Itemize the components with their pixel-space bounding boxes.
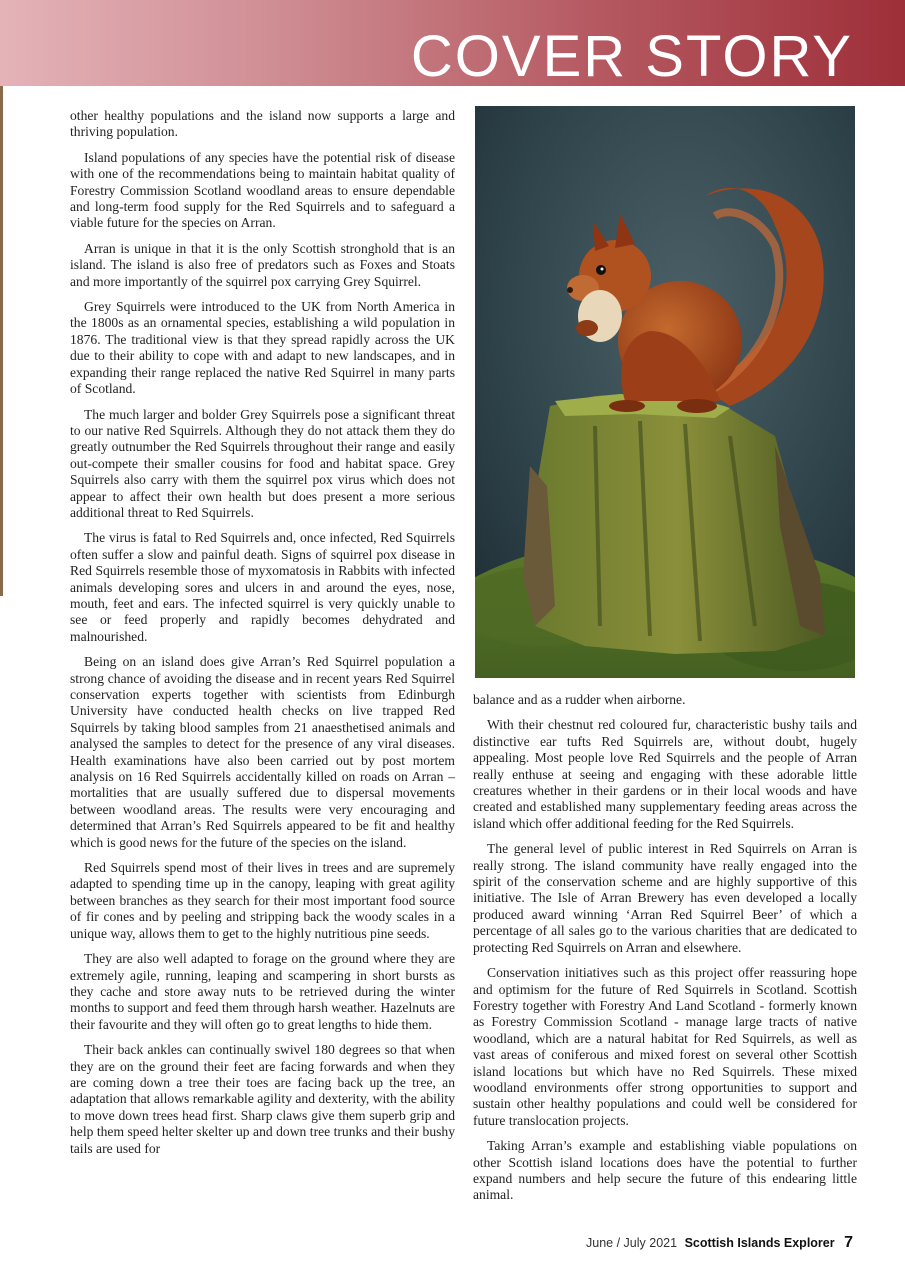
article-paragraph: They are also well adapted to forage on the ground where they are extremely agile, running, leaping and scampering in short bursts as they cache and store away nuts to be retrieved during the winter months to support and feed them through harsh weather. Hazelnuts are their favourite and they will often go to great lengths to hide them. (70, 951, 455, 1032)
red-squirrel-photo (475, 106, 855, 678)
article-paragraph: The virus is fatal to Red Squirrels and, once infected, Red Squirrels often suffer a slow and painful death. Signs of squirrel pox disease in Red Squirrels resemble those of myxomatosis in Rabbits with infected animals developing sores and ulcers in and around the eyes, nose, mouth, feet and ears. The infected squirrel is very quickly unable to see or feed properly and rapidly becomes dehydrated and malnourished. (70, 530, 455, 644)
page-edge-strip (0, 86, 3, 596)
article-paragraph: With their chestnut red coloured fur, characteristic bushy tails and distinctive ear tufts Red Squirrels are, without doubt, hugely appealing. Most people love Red Squirrels and the people of Arran really enthuse at seeing and engaging with these adorable little creatures whether in their gardens or in their local woods and have created and established many supplementary feeding areas across the island which offer additional feeding for the Red Squirrels. (473, 717, 857, 831)
page-number: 7 (844, 1234, 853, 1251)
page-footer (586, 1234, 853, 1252)
article-paragraph: Red Squirrels spend most of their lives in trees and are supremely adapted to spending time up in the canopy, leaping with great agility between branches as they search for their most important food source of fir cones and by peeling and stripping back the woody scales in a unique way, allows them to get to the highly nutritious pine seeds. (70, 860, 455, 941)
issue-date: June / July 2021 (586, 1236, 678, 1250)
squirrel-illustration (475, 106, 855, 678)
header-banner (0, 0, 905, 89)
section-title: COVER STORY (410, 24, 853, 89)
article-paragraph: Arran is unique in that it is the only Scottish stronghold that is an island. The island is also free of predators such as Foxes and Stoats and more importantly of the squirrel pox carrying Grey Squirrel. (70, 240, 455, 289)
article-paragraph: The much larger and bolder Grey Squirrels pose a significant threat to our native Red Squirrels. Although they do not attack them they do greatly outnumber the Red Squirrels throughout their range and easily out-compete their smaller cousins for food and habitat space. Grey Squirrels also carry with them the squirrel pox virus which does not appear to affect their own health but does present a more serious additional threat to Red Squirrels. (70, 406, 455, 520)
article-paragraph: The general level of public interest in Red Squirrels on Arran is really strong. The island community have really engaged into the spirit of the conservation scheme and are highly supportive of this initiative. The Isle of Arran Brewery has even developed a locally produced award winning ‘Arran Red Squirrel Beer’ of which a percentage of all sales go to the various charities that are dedicated to protecting Red Squirrels on Arran and elsewhere. (473, 841, 857, 955)
article-paragraph: balance and as a rudder when airborne. (473, 692, 686, 707)
article-paragraph: Grey Squirrels were introduced to the UK from North America in the 1800s as an ornamental species, establishing a wild population in 1876. The traditional view is that they spread rapidly across the UK due to their ability to cope with and adapt to new landscapes, and in expanding their range replaced the native Red Squirrel in many parts of Scotland. (70, 299, 455, 397)
article-column-right (473, 692, 857, 1213)
article-paragraph: Island populations of any species have the potential risk of disease with one of the recommendations being to maintain habitat quality of Forestry Commission Scotland woodland areas to ensure dependable and long-term food supply for the Red Squirrels and to safeguard a viable future for the species on Arran. (70, 149, 455, 231)
article-paragraph: Their back ankles can continually swivel 180 degrees so that when they are on the ground their feet are facing forwards and when they are coming down a tree their toes are facing back up the tree, an adaptation that allows remarkable agility and dexterity, with the ability to move down trees head first. Sharp claws give them superb grip and help them speed helter skelter up and down tree trunks and their bushy tails are used for (70, 1042, 455, 1156)
magazine-name: Scottish Islands Explorer (684, 1236, 835, 1250)
article-column-left (70, 108, 455, 1166)
article-paragraph: Being on an island does give Arran’s Red Squirrel population a strong chance of avoiding the disease and in recent years Red Squirrel conservation experts together with scientists from Edinburgh University have conducted health checks on live trapped Red Squirrels by taking blood samples from 21 anaesthetised animals and analysed the samples to detect for the presence of any viral diseases. Health examinations have also been carried out by post mortem analysis on 16 Red Squirrels accidentally killed on roads on Arran – mortalities that are usually suffered due to dispersal movements between woodland areas. The results were very encouraging and determined that Arran’s Red Squirrels appeared to be fit and healthy which is good news for the future of the species on the island. (70, 654, 455, 850)
article-paragraph: Conservation initiatives such as this project offer reassuring hope and optimism for the future of Red Squirrels in Scotland. Scottish Forestry together with Forestry And Land Scotland - formerly known as Forestry Commission Scotland - manage large tracts of native woodland, which are a natural habitat for Red Squirrels, as well as vast areas of coniferous and mixed forest on several other Scottish island locations but which have no Red Squirrels. These mixed woodland environments offer strong opportunities to support and sustain other healthy populations and could well be considered for future translocation projects. (473, 965, 857, 1128)
article-paragraph: other healthy populations and the island now supports a large and thriving population. (70, 108, 455, 140)
article-paragraph: Taking Arran’s example and establishing viable populations on other Scottish island locations does have the potential to further expand numbers and help secure the future of this endearing little animal. (473, 1138, 857, 1203)
